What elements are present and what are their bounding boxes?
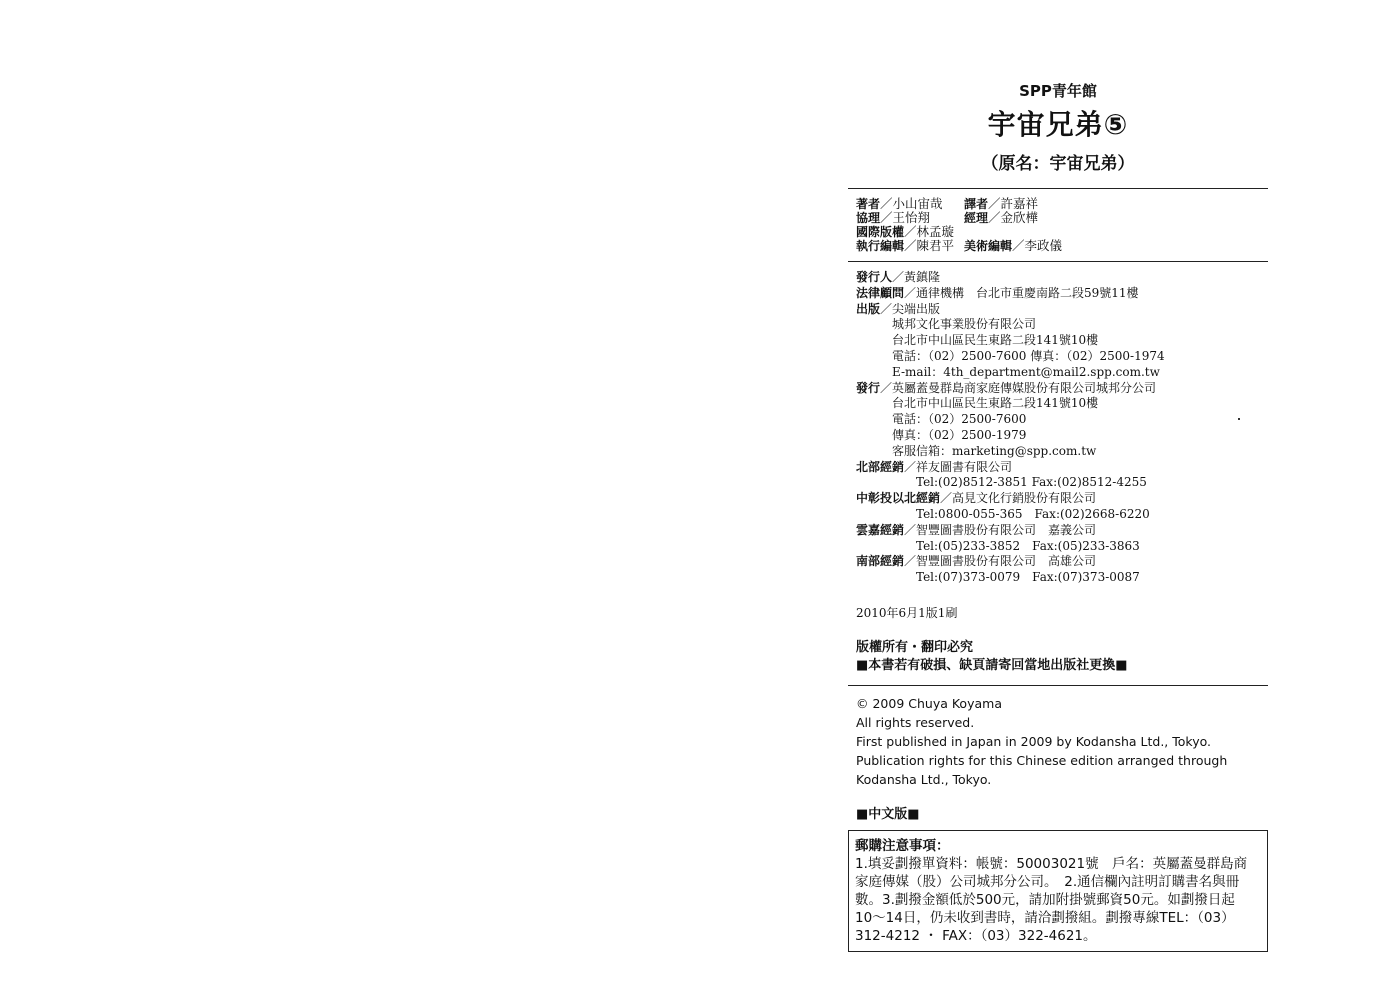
original-title: （原名：宇宙兄弟） [981,154,1135,174]
notice-line: 10～14日，仍未收到書時，請洽劃撥組。劃撥專線TEL：（03） [855,909,1235,926]
dealer-tel: Tel:(07)373-0079 Fax:(07)373-0087 [916,570,1140,585]
credit-label: 美術編輯 [964,239,1013,253]
english-copyright [848,686,1268,789]
publish-line [856,302,1268,318]
credit-value: ／王怡翔 [880,210,931,225]
credit-row [856,225,1268,239]
copyright-line: Kodansha Ltd., Tokyo. [856,771,992,787]
legal-value: ／通律機構 台北市重慶南路二段59號11樓 [904,285,1139,300]
credit-value: ／林孟璇 [904,224,955,239]
publisher-info [848,262,1268,586]
copyright-line: All rights reserved. [856,714,975,730]
credit-label: 協理 [856,211,881,225]
notice-line: 家庭傳媒（股）公司城邦分公司。 2.通信欄內註明訂購書名與冊 [855,873,1240,890]
credit-value: ／李政儀 [1012,238,1063,253]
credit-label: 著者 [856,197,881,211]
notice-line: 312-4212 ・ FAX：（03）322-4621。 [855,927,1097,944]
chinese-edition: ■中文版■ [856,806,920,822]
legal-label: 法律顧問 [856,285,905,300]
edition-date: 2010年6月1版1刷 [856,605,958,620]
distribute-detail: 傳真：（02）2500-1979 [892,427,1027,442]
publish-detail: 台北市中山區民生東路二段141號10樓 [892,333,1099,348]
notice-line: 數。3.劃撥金額低於500元，請加附掛號郵資50元。如劃撥日起 [855,891,1235,908]
distribute-detail: 台北市中山區民生東路二段141號10樓 [892,396,1099,411]
stray-dot [1238,418,1240,420]
colophon [848,70,1268,952]
publish-label: 出版 [856,301,881,316]
distribute-label: 發行 [856,380,881,395]
dealer-name: ／高見文化行銷股份有限公司 [940,491,1097,506]
credit-label: 譯者 [964,197,989,211]
legal-line [856,286,1268,302]
credit-value: ／許嘉祥 [988,196,1039,211]
copyright-line: © 2009 Chuya Koyama [856,695,1002,711]
dealer-label: 雲嘉經銷 [856,522,905,537]
distribute-value: ／英屬蓋曼群島商家庭傳媒股份有限公司城邦分公司 [880,380,1157,395]
mail-order-notice [848,830,1268,952]
header [848,80,1268,174]
dealer-label: 中彰投以北經銷 [856,491,941,506]
distribute-detail: 客服信箱：marketing@spp.com.tw [892,443,1097,458]
issuer-line [856,270,1268,286]
credit-value: ／金欣樺 [988,210,1039,225]
publish-detail: 城邦文化事業股份有限公司 [892,317,1037,332]
dealer-tel: Tel:(02)8512-3851 Fax:(02)8512-4255 [916,475,1147,490]
dealer-name: ／智豐圖書股份有限公司 嘉義公司 [904,522,1097,537]
dealer-line [856,523,1268,539]
dealer-tel: Tel:0800-055-365 Fax:(02)2668-6220 [916,506,1150,521]
notice-line: 1.填妥劃撥單資料：帳號：50003021號 戶名：英屬蓋曼群島商 [855,855,1248,872]
credit-label: 經理 [964,211,989,225]
series-name: SPP青年館 [1019,82,1097,100]
dealer-label: 南部經銷 [856,554,905,569]
credit-row [856,239,1268,253]
credit-label: 執行編輯 [856,239,905,253]
book-title: 宇宙兄弟⑤ [987,108,1129,141]
publish-detail: 電話：（02）2500-7600 傳真：（02）2500-1974 [892,348,1165,363]
rights-notice [848,639,1268,685]
credit-row [856,211,1268,225]
dealer-name: ／智豐圖書股份有限公司 高雄公司 [904,554,1097,569]
dealer-label: 北部經銷 [856,459,905,474]
copyright-line: Publication rights for this Chinese edition arranged through [856,752,1228,768]
copyright-line: First published in Japan in 2009 by Kodansha Ltd., Tokyo. [856,733,1211,749]
rights-line: ■本書若有破損、缺頁請寄回當地出版社更換■ [856,657,1128,673]
credit-row [856,197,1268,211]
distribute-line [856,381,1268,397]
credit-value: ／小山宙哉 [880,196,943,211]
dealer-line [856,460,1268,476]
dealer-name: ／祥友圖書有限公司 [904,459,1013,474]
credit-value: ／陳君平 [904,238,955,253]
credits [848,189,1268,261]
rights-line: 版權所有・翻印必究 [856,639,974,655]
dealer-tel: Tel:(05)233-3852 Fax:(05)233-3863 [916,538,1140,553]
dealer-line [856,491,1268,507]
notice-title: 郵購注意事項： [855,837,950,854]
issuer-label: 發行人 [856,270,893,284]
publish-detail: E-mail：4th_department@mail2.spp.com.tw [892,364,1160,379]
issuer-value: ／黃鎮隆 [892,270,941,284]
distribute-detail: 電話：（02）2500-7600 [892,412,1027,427]
publish-value: ／尖端出版 [880,301,941,316]
dealer-line [856,554,1268,570]
credit-label: 國際版權 [856,225,905,239]
